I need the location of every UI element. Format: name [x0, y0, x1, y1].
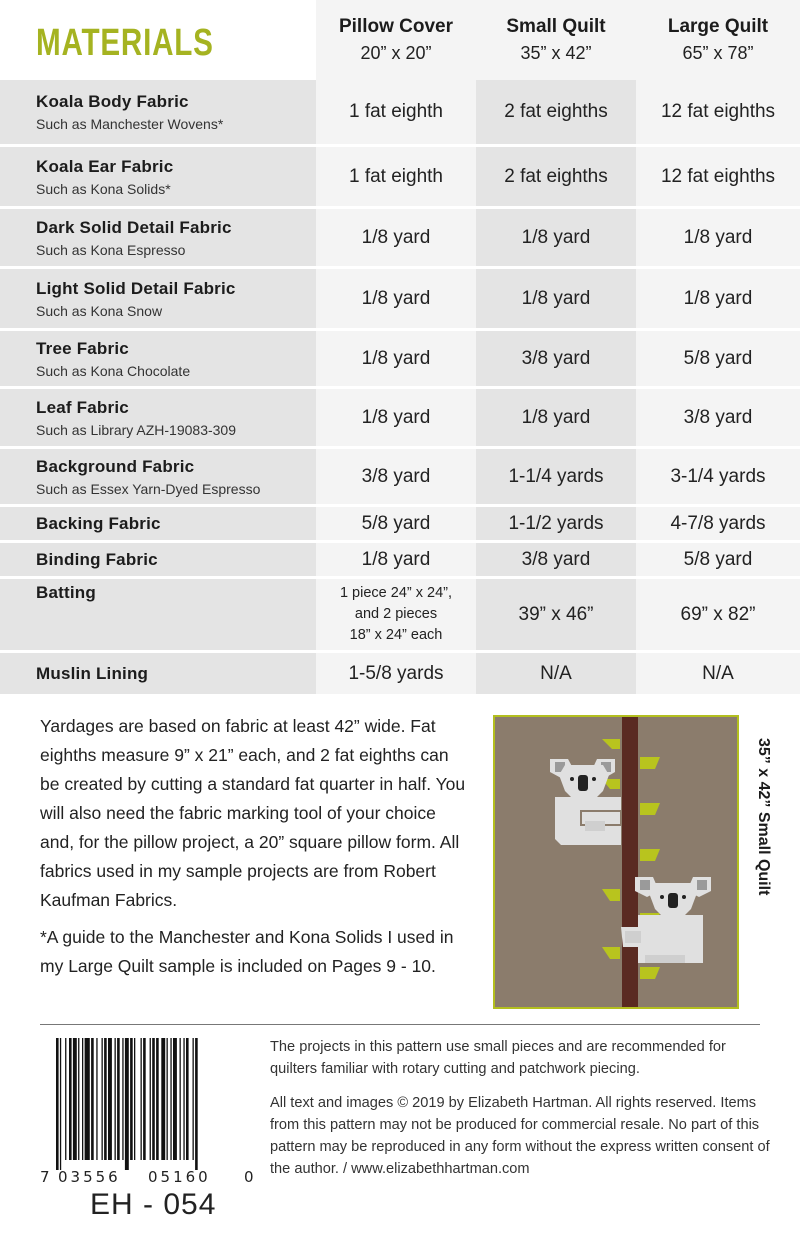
cell-small-quilt: 2 fat eighths: [504, 101, 608, 122]
cell-pillow: 1 fat eighth: [348, 101, 444, 122]
barcode-bar: [78, 1038, 79, 1160]
table-row: [0, 266, 800, 328]
page-title: MATERIALS: [36, 22, 214, 64]
barcode-bar: [150, 1038, 151, 1160]
barcode-bar: [122, 1038, 123, 1160]
fabric-name: Tree Fabric: [36, 338, 129, 358]
table-row: [0, 206, 800, 266]
batting-line-2: and 2 pieces: [354, 606, 438, 622]
batting-line-3: 18” x 24” each: [349, 627, 443, 643]
fabric-name: Background Fabric: [36, 456, 195, 476]
table-row: [0, 328, 800, 386]
barcode-bar: [143, 1038, 146, 1160]
barcode-bar: [56, 1038, 59, 1170]
barcode-bar: [104, 1038, 107, 1160]
cell-small-quilt: N/A: [540, 662, 572, 684]
fabric-name: Muslin Lining: [36, 663, 149, 683]
barcode-digits-group1: 03556: [58, 1168, 121, 1186]
fabric-name: Leaf Fabric: [36, 397, 129, 417]
column-size: 35” x 42”: [520, 43, 592, 63]
barcode-bar: [173, 1038, 177, 1160]
column-header-pillow: [316, 0, 476, 80]
quilt-caption-vertical: [748, 738, 772, 978]
cell-large-quilt: 1/8 yard: [683, 287, 753, 309]
cell-pillow: 1/8 yard: [361, 406, 431, 428]
koala-quilt-illustration: [495, 717, 737, 1007]
barcode-bar: [152, 1038, 155, 1160]
cell-large-quilt: 4-7/8 yards: [670, 512, 766, 534]
barcode-bar: [85, 1038, 90, 1160]
column-size: 65” x 78”: [682, 43, 754, 63]
barcode-bar: [130, 1038, 133, 1160]
barcode-digit-right: 0: [244, 1168, 254, 1186]
small-quilt-image: [493, 715, 739, 1009]
row-label: [36, 579, 96, 650]
cell-pillow: 1/8 yard: [361, 347, 431, 369]
row-label: [36, 507, 161, 540]
fabric-suggestion: Such as Essex Yarn-Dyed Espresso: [36, 480, 261, 497]
cell-small-quilt: 3/8 yard: [521, 548, 591, 570]
barcode-bar: [180, 1038, 181, 1160]
cell-small-quilt: 1/8 yard: [521, 226, 591, 248]
fabric-suggestion: Such as Kona Espresso: [36, 241, 186, 258]
cell-small-quilt: 1-1/4 yards: [508, 465, 604, 487]
quilt-caption: 35” x 42” Small Quilt: [755, 738, 772, 896]
barcode-bar: [102, 1038, 103, 1160]
barcode-bar: [195, 1038, 198, 1170]
legal-text: [270, 1036, 770, 1180]
column-size: 20” x 20”: [360, 43, 432, 63]
row-label: [36, 389, 236, 446]
table-row: [0, 144, 800, 206]
cell-pillow: 1/8 yard: [361, 287, 431, 309]
column-name: Pillow Cover: [338, 16, 454, 37]
fabric-suggestion: Such as Kona Solids*: [36, 180, 171, 197]
fabric-suggestion: Such as Library AZH-19083-309: [36, 421, 236, 438]
row-label: [36, 269, 236, 328]
barcode-bar: [108, 1038, 112, 1160]
table-row: [0, 650, 800, 694]
row-label: [36, 449, 260, 504]
table-row: [0, 386, 800, 446]
row-label: [36, 543, 158, 576]
fabric-name: Backing Fabric: [36, 513, 161, 533]
barcode-bars: [38, 1038, 244, 1170]
row-label: [36, 80, 223, 144]
barcode-bar: [115, 1038, 116, 1160]
cell-small-quilt: 2 fat eighths: [504, 165, 608, 187]
cell-pillow: 3/8 yard: [361, 465, 431, 487]
barcode-bar: [117, 1038, 120, 1160]
cell-small-quilt: 3/8 yard: [521, 347, 591, 369]
fabric-name: Batting: [36, 583, 96, 602]
cell-small-quilt: 1-1/2 yards: [508, 512, 604, 534]
cell-large-quilt: 5/8 yard: [683, 347, 753, 369]
barcode-bar: [156, 1038, 159, 1160]
batting-line-1: 1 piece 24” x 24”,: [339, 585, 453, 601]
cell-pillow: 1 fat eighth: [348, 165, 444, 187]
cell-pillow: [316, 579, 476, 650]
cell-pillow: 5/8 yard: [361, 512, 431, 534]
table-header: [0, 0, 800, 80]
row-label: [36, 331, 190, 386]
cell-pillow: 1/8 yard: [361, 226, 431, 248]
barcode-bar: [125, 1038, 129, 1170]
barcode-bar: [91, 1038, 94, 1160]
cell-large-quilt: N/A: [702, 662, 734, 684]
fabric-suggestion: Such as Manchester Wovens*: [36, 116, 224, 132]
column-header-large-quilt: [636, 0, 800, 80]
barcode-bar: [170, 1038, 171, 1160]
cell-small-quilt: 1/8 yard: [521, 287, 591, 309]
barcode-bar: [82, 1038, 83, 1160]
cell-large-quilt: 3-1/4 yards: [670, 465, 766, 487]
barcode-bar: [183, 1038, 184, 1160]
fabric-name: Binding Fabric: [36, 549, 158, 569]
copyright-note: All text and images © 2019 by Elizabeth Hartman. All rights reserved. Items from this pattern may not be produced for commercial resale. No part of this pattern may be reproduced in any form without the express written consent of the author. / www.elizabethhartman.com: [270, 1095, 770, 1177]
cell-large-quilt: 3/8 yard: [683, 406, 753, 428]
fabric-name: Light Solid Detail Fabric: [36, 278, 236, 298]
cell-pillow: 1/8 yard: [361, 548, 431, 570]
cell-pillow: 1-5/8 yards: [348, 662, 444, 684]
fabric-name: Dark Solid Detail Fabric: [36, 217, 232, 237]
column-header-small-quilt: [476, 0, 636, 80]
barcode-bar: [65, 1038, 66, 1160]
barcode-bar: [161, 1038, 165, 1160]
cell-large-quilt: 69” x 82”: [680, 603, 756, 625]
fabric-suggestion: Such as Kona Snow: [36, 302, 163, 319]
tree-trunk: [622, 717, 638, 1007]
skill-note: The projects in this pattern use small pieces and are recommended for quilters familiar with rotary cutting and patchwork piecing.: [270, 1039, 726, 1077]
notes-paragraph: Yardages are based on fabric at least 42” wide. Fat eighths measure 9” x 21” each, and 2 fat eighths can be created by cutting a standard fat quarter in half. You will also need the fabric marking tool of your choice and, for the pillow project, a 20” square pillow form. All fabrics used in my sample projects are from Robert Kaufman Fabrics.: [40, 716, 466, 910]
barcode-bar: [134, 1038, 135, 1160]
cell-large-quilt: 1/8 yard: [683, 226, 753, 248]
table-row: [0, 540, 800, 576]
table-row: [0, 504, 800, 540]
barcode-bar: [186, 1038, 189, 1160]
row-label: [36, 147, 173, 206]
yardage-notes: [40, 712, 472, 981]
barcode-bar: [60, 1038, 61, 1170]
footer-divider: [40, 1024, 760, 1025]
koala-top: [550, 759, 621, 845]
cell-large-quilt: 5/8 yard: [683, 548, 753, 570]
barcode-digit-left: 7: [40, 1168, 50, 1186]
column-name: Large Quilt: [667, 16, 769, 37]
fabric-name: Koala Body Fabric: [36, 92, 189, 111]
barcode-bar: [69, 1038, 72, 1160]
barcode-bar: [73, 1038, 77, 1160]
fabric-name: Koala Ear Fabric: [36, 156, 174, 176]
cell-large-quilt: 12 fat eighths: [660, 101, 776, 122]
barcode-bar: [141, 1038, 142, 1160]
notes-footnote: *A guide to the Manchester and Kona Solids I used in my Large Quilt sample is included on Pages 9 - 10.: [40, 927, 454, 976]
row-label: [36, 653, 148, 694]
column-name: Small Quilt: [506, 16, 606, 37]
fabric-suggestion: Such as Kona Chocolate: [36, 362, 191, 379]
cell-small-quilt: 39” x 46”: [518, 603, 594, 625]
row-label: [36, 209, 232, 266]
cell-small-quilt: 1/8 yard: [521, 406, 591, 428]
barcode-bar: [96, 1038, 97, 1160]
barcode-digits-group2: 05160: [148, 1168, 211, 1186]
pattern-code: EH - 054: [90, 1188, 217, 1221]
cell-large-quilt: 12 fat eighths: [660, 165, 776, 187]
table-row: [0, 80, 800, 144]
table-row: [0, 446, 800, 504]
barcode-bar: [193, 1038, 194, 1160]
barcode-bar: [167, 1038, 168, 1160]
table-row: [0, 576, 800, 650]
